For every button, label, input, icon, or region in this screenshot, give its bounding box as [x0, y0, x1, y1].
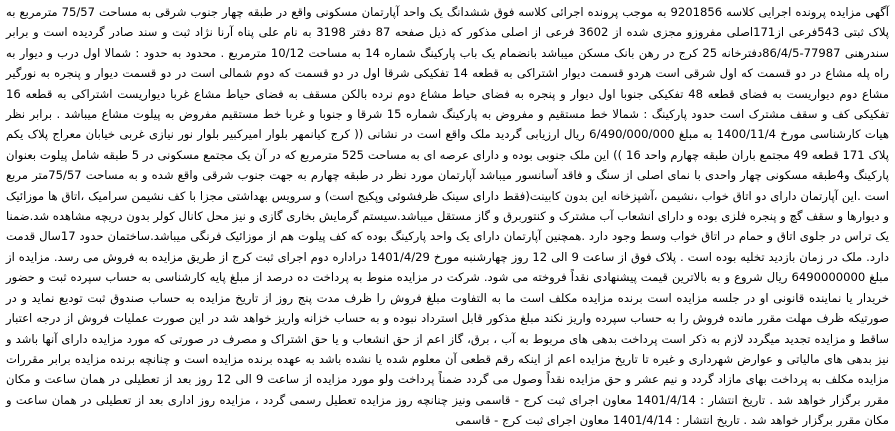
auction-notice-text: آگهی مزایده پرونده اجرایی کلاسه 9201856 به موجب پرونده اجرائی کلاسه فوق ششدانگ یک واحد آپارتمان مسکونی واقع در طبقه چهار جنوب شرقی به مساحت 75/57 مترمربع به پلاک ثبتی 543فرعی از171اصلی مفروزو مجزی شده از 3602 فرعی از اصلی مذکور که ذیل صفحه 87 دفتر 3198 به نام علی پناه آرنا نژاد ثبت و سند صادر گردیده است و برابر سندرهنی 77987-86/4/5دفترخانه 25 کرج در رهن بانک مسکن میباشد بانضمام یک باب پارکینگ شماره 14 به مساحت 10/12 مترمربع . محدود به حدود : شمالا اول درب و دیوار به راه پله مشاع در دو قسمت که اول شرقی است هردو قسمت دیوار اشتراکی به قطعه 14 تفکیکی شرقا اول در دو قسمت که دوم شمالی است در دو قسمت دیوار و پنجره به نورگیر مشاع دوم دیواریست به فضای قطعه 48 تفکیکی جنوبا اول دیوار و پنجره به فضای حیاط مشاع دوم نرده بالکن مسقف به فضای حیاط مشاع غربا دیواریست اشتراکی به قطعه 16 تفکیکی کف و سقف مشترک است حدود پارکینگ : شمالا خط مستقیم و مفروض به پارکینگ شماره 15 شرقا و جنوبا و غربا خط مستقیم مفروض به پیلوت مشاع میباشد . برابر نظر هیات کارشناسی مورخ 1400/11/4 به مبلغ 6/490/000/000 ریال ارزیابی گردید ملک واقع است در نشانی (( کرج کیانمهر بلوار امیرکبیر بلوار نور نیازی غربی خیابان معراج پلاک یکم پلاک 171 قطعه 49 مجتمع باران طبقه چهارم واحد 16 )) این ملک جنوبی بوده و دارای عرصه ای به مساحت 525 مترمربع که در آن یک مجتمع مسکونی در 5 طبقه شامل پیلوت بعنوان پارکینگ و4طبقه مسکونی چهار واحدی با نمای اصلی از سنگ و فاقد آسانسور میباشد آپارتمان مورد نظر در طبقه چهارم به جهت جنوب شرقی واقع شده و به مساحت 75/57متر مربع است .این آپارتمان دارای دو اتاق خواب ،نشیمن ،آشپزخانه این بدون کابینت(فقط دارای سینک ظرفشوئی وپکیج است) و سرویس بهداشتی مجزا با کف نشیمن سرامیک ،اتاق ها موزائیک و دیوارها و سقف گچ و پنجره فلزی بوده و دارای انشعاب آب مشترک و کنتوربرق و گاز مستقل میباشد.سیستم گرمایش بخاری گازی و نیز محل کانال کولر بدون دریچه مشاهده شد.ضمنا یک تراس در جلوی اتاق و حمام در اتاق خواب وسط وجود دارد .همچنین آپارتمان دارای یک واحد پارکینگ بوده که کف پیلوت هم از موزائیک فرنگی میباشد.ساختمان حدود 17سال قدمت دارد. ملک در زمان بازدید تخلیه بوده است . پلاک فوق از ساعت 9 الی 12 روز چهارشنبه مورخ 1401/4/29 دراداره دوم اجرای ثبت کرج از طریق مزایده به فروش می رسد. مزایده از مبلغ 6490000000 ریال شروع و به بالاترین قیمت پیشنهادی نقداً فروخته می شود. شرکت در مزایده منوط به پرداخت ده درصد از مبلغ پایه کارشناسی به حساب سپرده ثبت و حضور خریدار یا نماینده قانونی او در جلسه مزایده است برنده مزایده مکلف است ما به التفاوت مبلغ فروش را ظرف مدت پنج روز از تاریخ مزایده به حساب صندوق ثبت تودیع نماید و در صورتیکه ظرف مهلت مقرر مانده فروش را به حساب سپرده واریز نکند مبلغ مذکور قابل استرداد نبوده و به حساب خزانه واریز خواهد شد در این صورت عملیات فروش از درجه اعتبار ساقط و مزایده تجدید میگردد لازم به ذکر است پرداخت بدهی های مربوط به آب ، برق، گاز اعم از حق انشعاب و یا حق اشتراک و مصرف در صورتی که مورد مزایده دارای آنها باشد و نیز بدهی های مالیاتی و عوارض شهرداری و غیره تا تاریخ مزایده اعم از اینکه رقم قطعی آن معلوم شده یا نشده باشد به عهده برنده مزایده است و چنانچه برنده مزایده برابر مقررات مزایده مکلف به پرداخت بهای مازاد گردد و نیم عشر و حق مزایده نقداً وصول می گردد ضمناً پرداخت ولو مورد مزایده از ساعت 9 الی 12 روز بعد از تعطیلی در همان ساعت و مکان مقرر برگزار خواهد شد . تاریخ انتشار : 1401/4/14 معاون اجرای ثبت کرج - قاسمی ونیز چنانچه روز مزایده تعطیل رسمی گردد ، مزایده روز اداری بعد از تعطیلی در همان ساعت و مکان مقرر برگزار خواهد شد . تاریخ انتشار : 1401/4/14 معاون اجرای ثبت کرج - قاسمی — [6, 5, 890, 428]
